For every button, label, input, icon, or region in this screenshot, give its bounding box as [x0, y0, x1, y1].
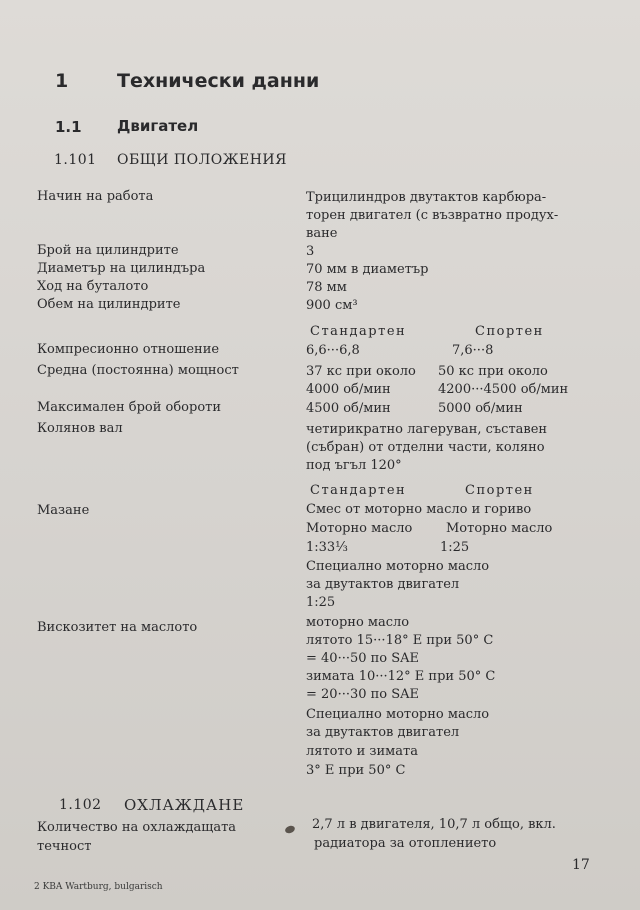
stroke-value: 78 мм [306, 280, 347, 295]
work-value-1: Трицилиндров двутактов карбюра- [306, 190, 547, 205]
compression-label: Компресионно отношение [37, 342, 220, 357]
viscosity-value-9: 3° E при 50° C [306, 763, 406, 778]
crankshaft-value-2: (събран) от отделни части, колянo [306, 440, 545, 455]
viscosity-label: Вискозитет на маслото [37, 620, 198, 635]
lubrication-value-1: Смес от моторно масло и гориво [306, 502, 532, 517]
viscosity-value-1: моторно масло [306, 615, 410, 630]
section-number: 1.1 [55, 118, 82, 136]
compression-standard: 6,6···6,8 [306, 343, 360, 358]
standard-header: Стандартен [310, 324, 407, 339]
ink-spot [284, 825, 296, 835]
chapter-title: Технически данни [117, 70, 320, 92]
cylinders-label: Брой на цилиндрите [37, 243, 179, 258]
lubrication-value-2: Моторно масло [306, 521, 413, 536]
page-number: 17 [572, 857, 590, 873]
section-title: Двигател [117, 117, 199, 135]
power-sport-1: 50 кс при около [438, 364, 548, 379]
viscosity-value-4: зимата 10···12° E при 50° C [306, 669, 496, 684]
subsection-title: ОБЩИ ПОЛОЖЕНИЯ [117, 152, 287, 168]
lubrication-value-5: за двутактов двигател [306, 577, 460, 592]
lubrication-sport-1: Моторно масло [446, 521, 553, 536]
max-rpm-label: Максимален брой обороти [37, 400, 221, 415]
lubrication-sport-2: 1:25 [440, 540, 470, 555]
sport-header: Спортен [475, 324, 544, 339]
coolant-label-1: Количество на охлаждащата [37, 820, 237, 835]
lubrication-value-4: Специално моторно масло [306, 559, 490, 574]
coolant-value-1: 2,7 л в двигателя, 10,7 л общо, вкл. [312, 817, 556, 832]
subsection-2-title: ОХЛАЖДАНЕ [124, 796, 245, 814]
viscosity-value-8: лятото и зимата [306, 744, 418, 759]
viscosity-value-7: за двутактов двигател [306, 725, 460, 740]
work-label: Начин на работа [37, 189, 154, 204]
footer-note: 2 KBA Wartburg, bulgarisch [34, 882, 163, 892]
lubrication-value-6: 1:25 [306, 595, 336, 610]
sport-header-2: Спортен [465, 483, 534, 498]
power-label: Средна (постоянна) мощност [37, 363, 239, 378]
power-standard-2: 4000 об/мин [306, 382, 391, 397]
standard-header-2: Стандартен [310, 483, 407, 498]
volume-label: Обем на цилиндрите [37, 297, 181, 312]
coolant-value-2: радиатора за отоплението [314, 836, 497, 851]
bore-label: Диаметър на цилиндъра [37, 261, 206, 276]
max-rpm-standard: 4500 об/мин [306, 401, 391, 416]
volume-value: 900 см³ [306, 298, 358, 313]
stroke-label: Ход на буталото [37, 279, 149, 294]
max-rpm-sport: 5000 об/мин [438, 401, 523, 416]
bore-value: 70 мм в диаметър [306, 262, 429, 277]
work-value-3: ване [306, 226, 338, 241]
viscosity-value-6: Специално моторно масло [306, 707, 490, 722]
power-sport-2: 4200···4500 об/мин [438, 382, 569, 397]
lubrication-label: Мазане [37, 503, 90, 518]
lubrication-value-3: 1:33⅓ [306, 540, 348, 555]
subsection-2-number: 1.102 [59, 797, 102, 813]
viscosity-value-2: лятото 15···18° E при 50° C [306, 633, 494, 648]
compression-sport: 7,6···8 [452, 343, 494, 358]
coolant-label-2: течност [37, 839, 92, 854]
cylinders-value: 3 [306, 244, 315, 259]
viscosity-value-5: = 20···30 по SAE [306, 687, 420, 702]
crankshaft-value-3: под ъгъл 120° [306, 458, 402, 473]
work-value-2: торен двигател (с възвратно продух- [306, 208, 559, 223]
power-standard-1: 37 кс при около [306, 364, 416, 379]
viscosity-value-3: = 40···50 по SAE [306, 651, 420, 666]
crankshaft-value-1: четирикратно лагеруван, съставен [306, 422, 548, 437]
crankshaft-label: Колянов вал [37, 421, 123, 436]
subsection-number: 1.101 [54, 152, 97, 168]
chapter-number: 1 [55, 70, 69, 92]
